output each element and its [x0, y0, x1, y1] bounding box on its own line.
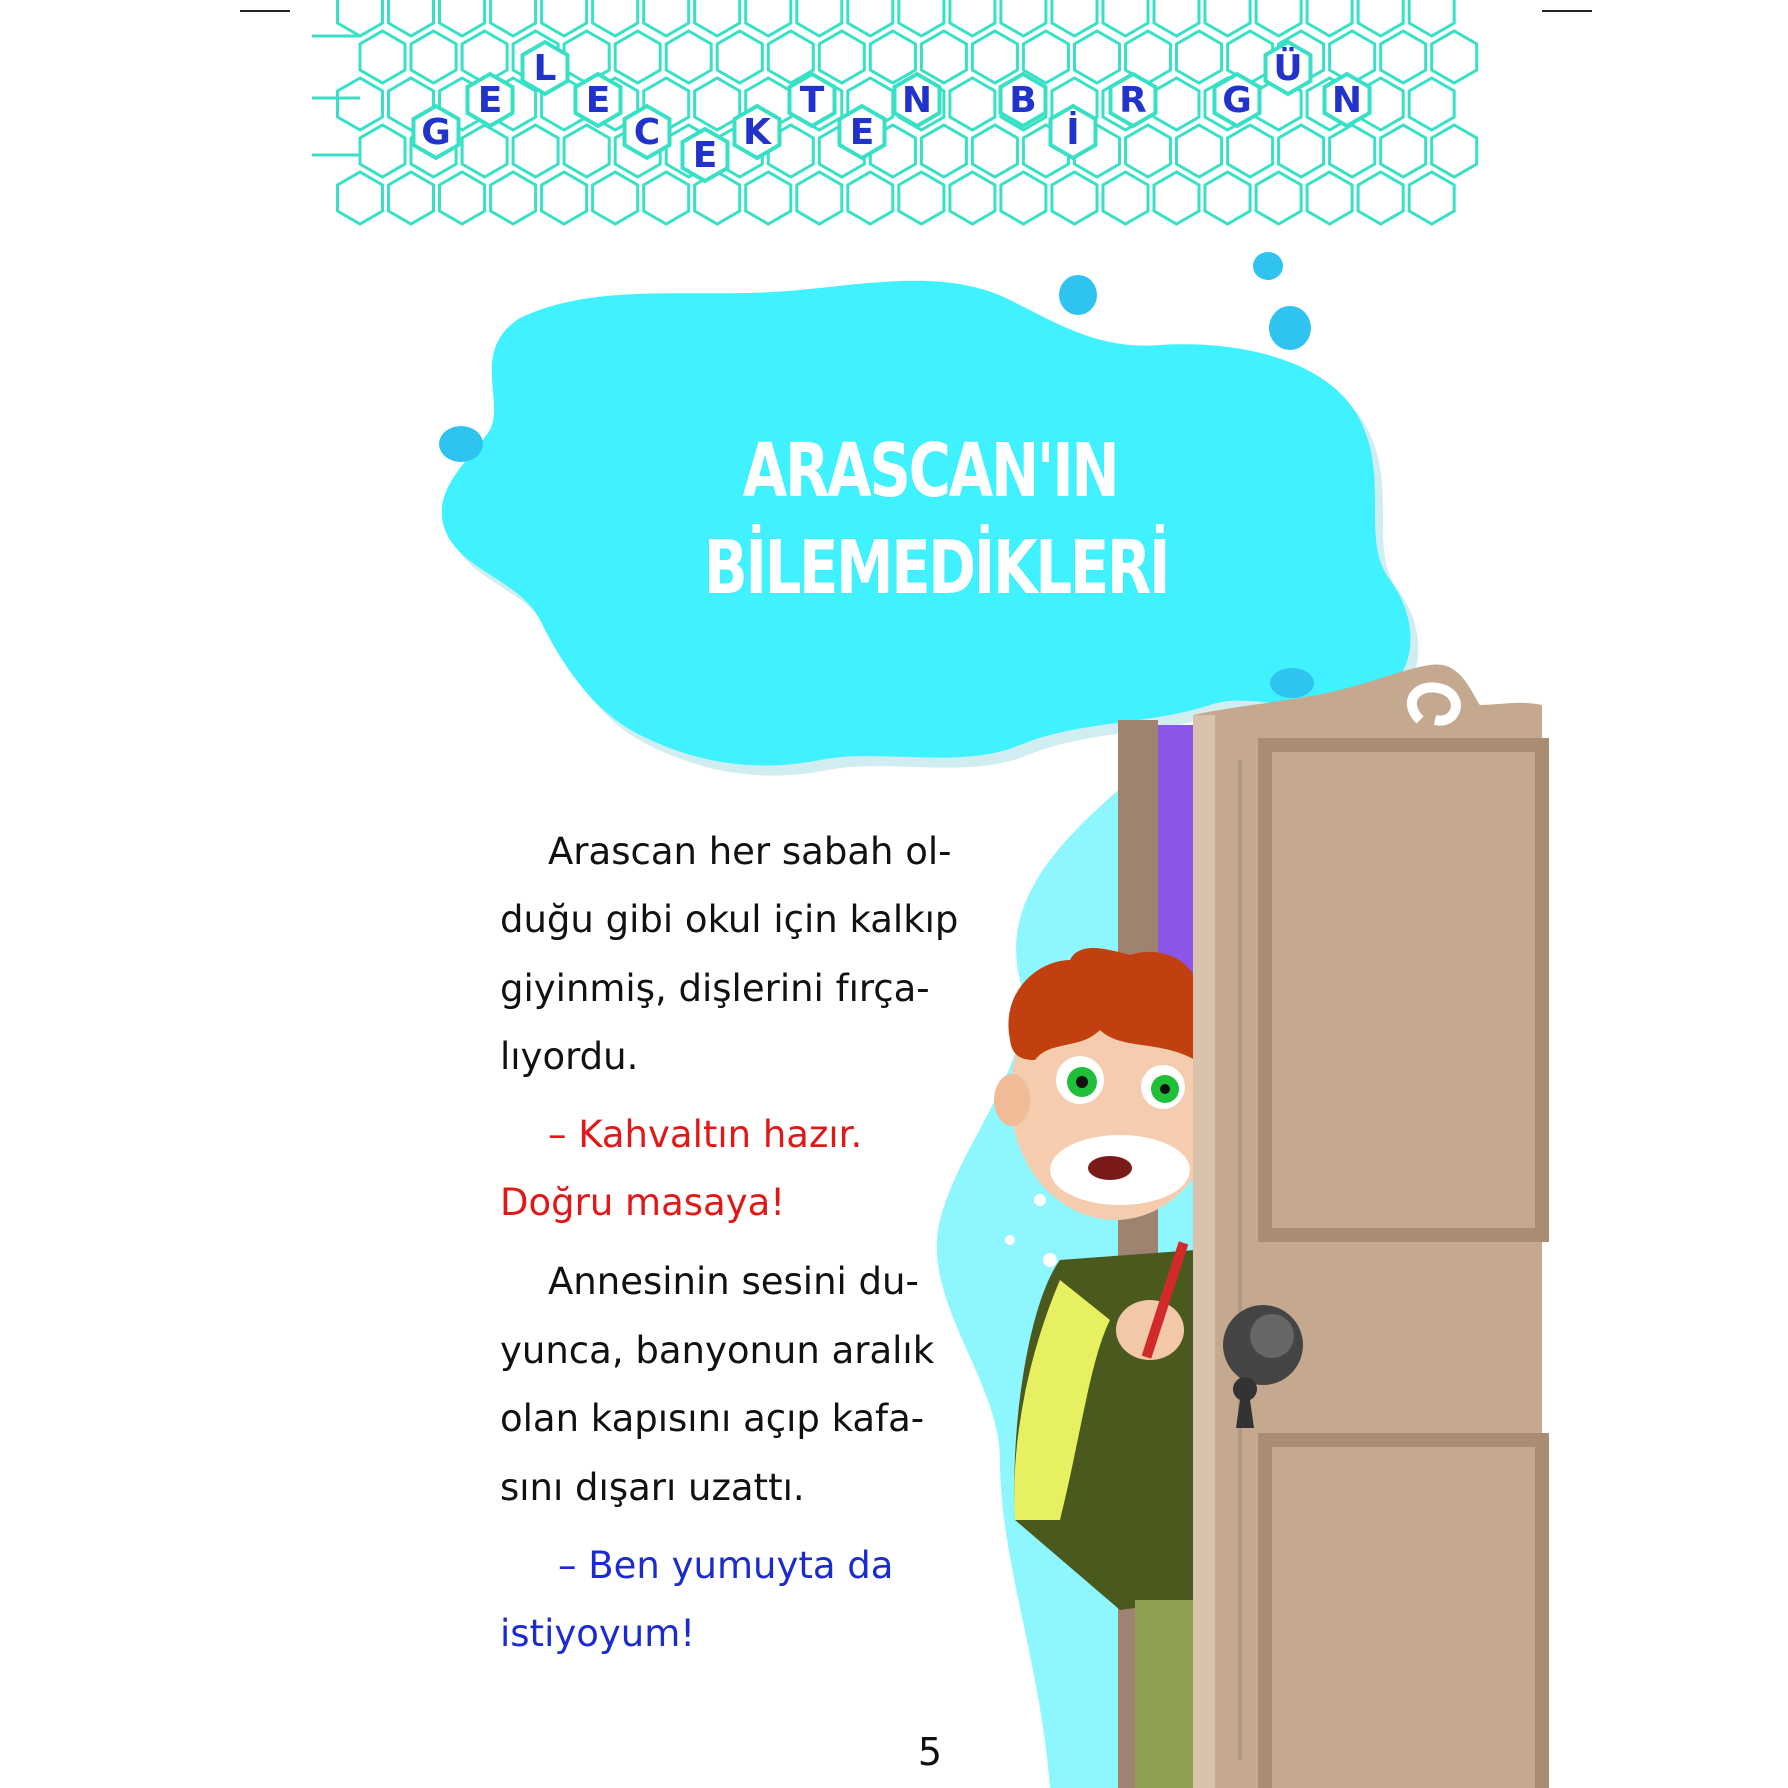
- header-letter: R: [1119, 80, 1147, 121]
- door-edge: [1193, 715, 1215, 1788]
- story-line-10: sını dışarı uzattı.: [500, 1466, 805, 1509]
- foam-drop-3: [1043, 1253, 1057, 1267]
- header-letter: K: [743, 112, 771, 153]
- story-line-2: duğu gibi okul için kalkıp: [500, 898, 959, 941]
- story-line-3: giyinmiş, dişlerini fırça-: [500, 967, 930, 1010]
- header-letter: N: [901, 80, 933, 121]
- header-letter: G: [421, 112, 451, 153]
- header-letter: L: [533, 48, 557, 89]
- foam-drop-1: [1034, 1194, 1046, 1206]
- story-line-12: istiyoyum!: [500, 1612, 696, 1655]
- header-letter: B: [1009, 80, 1037, 121]
- header-letter: N: [1331, 80, 1363, 121]
- bubble-dot-4: [439, 426, 483, 462]
- boy-pupil-right: [1160, 1084, 1170, 1094]
- title-bubble: [442, 281, 1411, 766]
- story-line-7: Annesinin sesini du-: [548, 1260, 919, 1303]
- header-letter: C: [633, 112, 661, 153]
- foam-drop-2: [1005, 1235, 1015, 1245]
- header-letter: E: [692, 135, 718, 176]
- boy-pupil-left: [1076, 1076, 1088, 1088]
- header-letter: E: [585, 80, 611, 121]
- title-line-2: BİLEMEDİKLERİ: [703, 525, 1169, 611]
- boy-mouth: [1088, 1156, 1132, 1180]
- boy-legs: [1135, 1600, 1195, 1788]
- door-gap-purple: [1158, 725, 1193, 975]
- story-line-1: Arascan her sabah ol-: [548, 830, 952, 873]
- story-line-4: lıyordu.: [500, 1035, 639, 1078]
- title-line-1: ARASCAN'IN: [742, 428, 1118, 514]
- bubble-dot-5: [1270, 668, 1314, 698]
- door: [1193, 664, 1542, 1788]
- story-line-8: yunca, banyonun aralık: [500, 1329, 935, 1372]
- bubble-dot-3: [1269, 306, 1311, 350]
- header-letter: G: [1222, 80, 1252, 121]
- boy-ear: [994, 1074, 1030, 1126]
- story-line-6: Doğru masaya!: [500, 1181, 786, 1224]
- header-letter: İ: [1066, 112, 1080, 153]
- story-line-9: olan kapısını açıp kafa-: [500, 1397, 925, 1440]
- door-knob-highlight: [1250, 1314, 1294, 1358]
- header-letter: Ü: [1273, 48, 1303, 89]
- bubble-dot-1: [1059, 275, 1097, 315]
- story-line-11: – Ben yumuyta da: [558, 1544, 894, 1587]
- story-line-5: – Kahvaltın hazır.: [548, 1113, 863, 1156]
- header-letter: T: [799, 80, 825, 121]
- header-letter: E: [849, 112, 875, 153]
- bubble-dot-2: [1253, 252, 1283, 280]
- header-letter: E: [477, 80, 503, 121]
- page-number: 5: [917, 1730, 943, 1774]
